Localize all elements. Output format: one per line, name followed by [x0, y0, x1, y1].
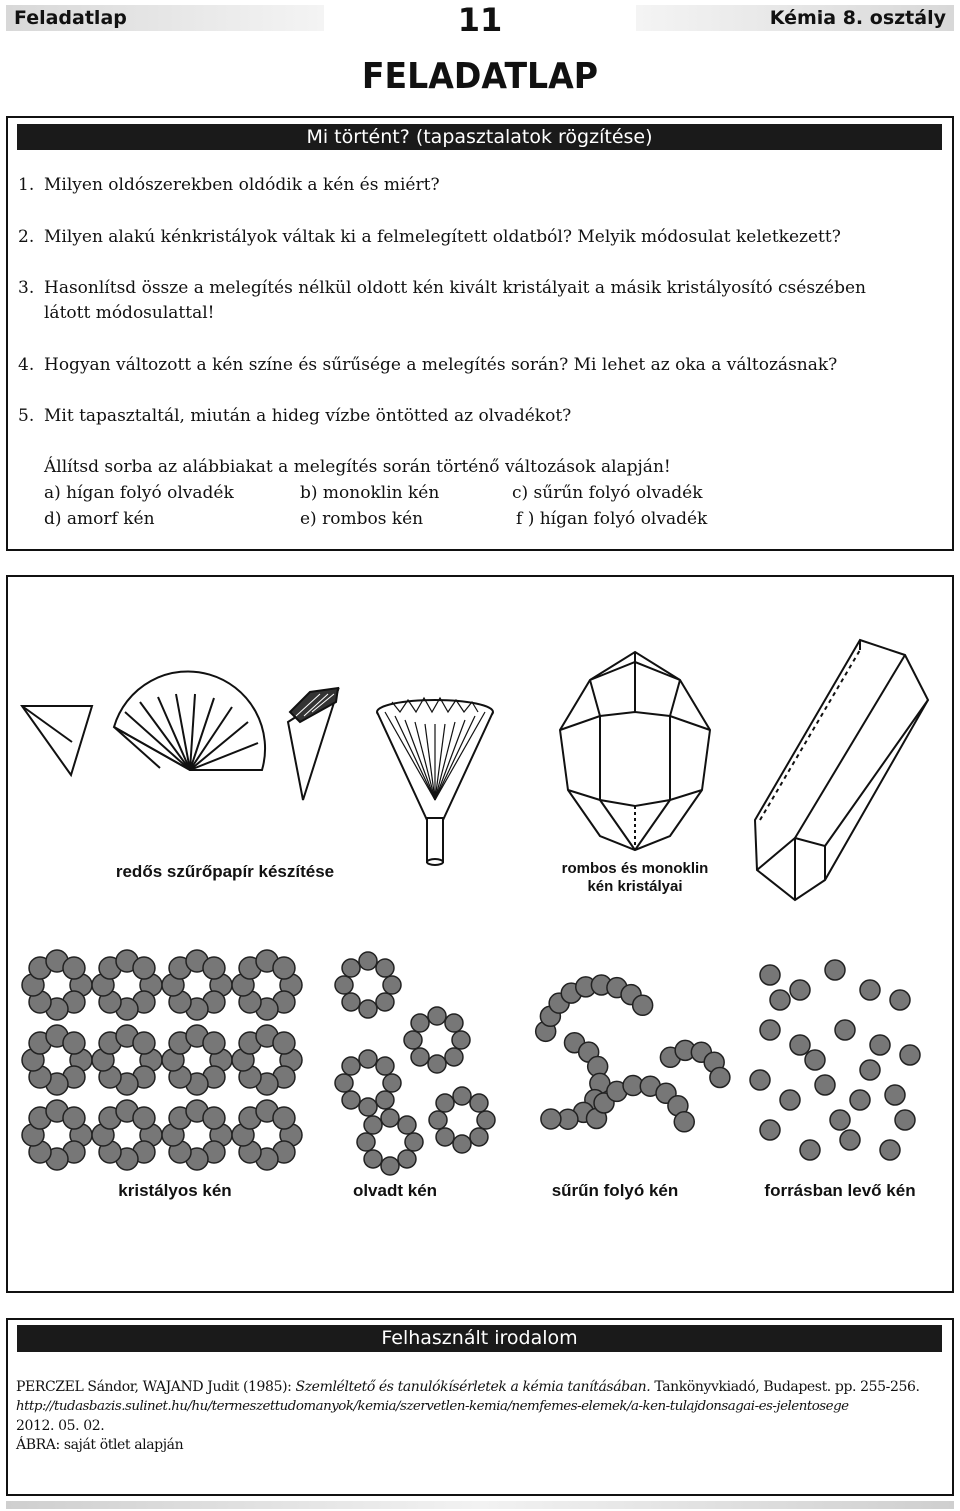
filter-paper-label: redős szűrőpapír készítése — [115, 862, 335, 881]
references-heading: Felhasznált irodalom — [381, 1327, 578, 1349]
thick-flowing-sulfur-label: sűrűn folyó kén — [551, 1181, 679, 1200]
footer-strip — [6, 1501, 954, 1509]
ordering-item-d: d) amorf kén — [44, 509, 155, 529]
question-1: 1. Milyen oldószerekben oldódik a kén és miért? — [18, 175, 440, 195]
ordering-item-f: f ) hígan folyó olvadék — [516, 509, 708, 529]
ordering-item-b: b) monoklin kén — [300, 483, 440, 503]
reference-url[interactable]: http://tudasbazis.sulinet.hu/hu/termeszettudomanyok/kemia/szervetlen-kemia/nemfemes-elemek/a-ken-tulajdonsagai-es-jelentosege — [16, 1399, 849, 1414]
question-4: 4. Hogyan változott a kén színe és sűrűsége a melegítés során? Mi lehet az oka a változásnak? — [18, 355, 838, 375]
section-heading: Mi történt? (tapasztalatok rögzítése) — [306, 126, 653, 148]
page-title: FELADATLAP — [361, 56, 599, 97]
question-2: 2. Milyen alakú kénkristályok váltak ki a felmelegített oldatból? Melyik módosulat keletkezett? — [18, 227, 841, 247]
boiling-sulfur-label: forrásban levő kén — [764, 1181, 916, 1200]
crystalline-sulfur-label: kristályos kén — [118, 1181, 232, 1200]
page-number: 11 — [457, 1, 503, 39]
crystals-label-line1: rombos és monoklin — [561, 860, 709, 877]
ordering-item-e: e) rombos kén — [300, 509, 424, 529]
references-heading-bar — [17, 1325, 942, 1352]
header-right-label: Kémia 8. osztály — [636, 5, 954, 31]
question-3-continued: látott módosulattal! — [44, 303, 215, 323]
question-3: 3. Hasonlítsd össze a melegítés nélkül oldott kén kivált kristályait a másik kristályosító csészében — [18, 278, 866, 298]
melted-sulfur-label: olvadt kén — [352, 1181, 438, 1200]
header-left-label: Feladatlap — [6, 5, 324, 31]
crystals-label-line2: kén kristályai — [587, 878, 683, 895]
reference-date: 2012. 05. 02. — [16, 1418, 105, 1434]
ordering-item-a: a) hígan folyó olvadék — [44, 483, 234, 503]
question-5: 5. Mit tapasztaltál, miután a hideg vízbe öntötted az olvadékot? — [18, 406, 572, 426]
ordering-item-c: c) sűrűn folyó olvadék — [512, 483, 703, 503]
reference-book: PERCZEL Sándor, WAJAND Judit (1985): Szemléltető és tanulókísérletek a kémia tanításában. Tankönyvkiadó, Budapest. pp. 255-256. — [16, 1379, 920, 1395]
reference-figure-source: ÁBRA: saját ötlet alapján — [16, 1437, 184, 1453]
ordering-prompt: Állítsd sorba az alábbiakat a melegítés során történő változások alapján! — [44, 457, 671, 477]
